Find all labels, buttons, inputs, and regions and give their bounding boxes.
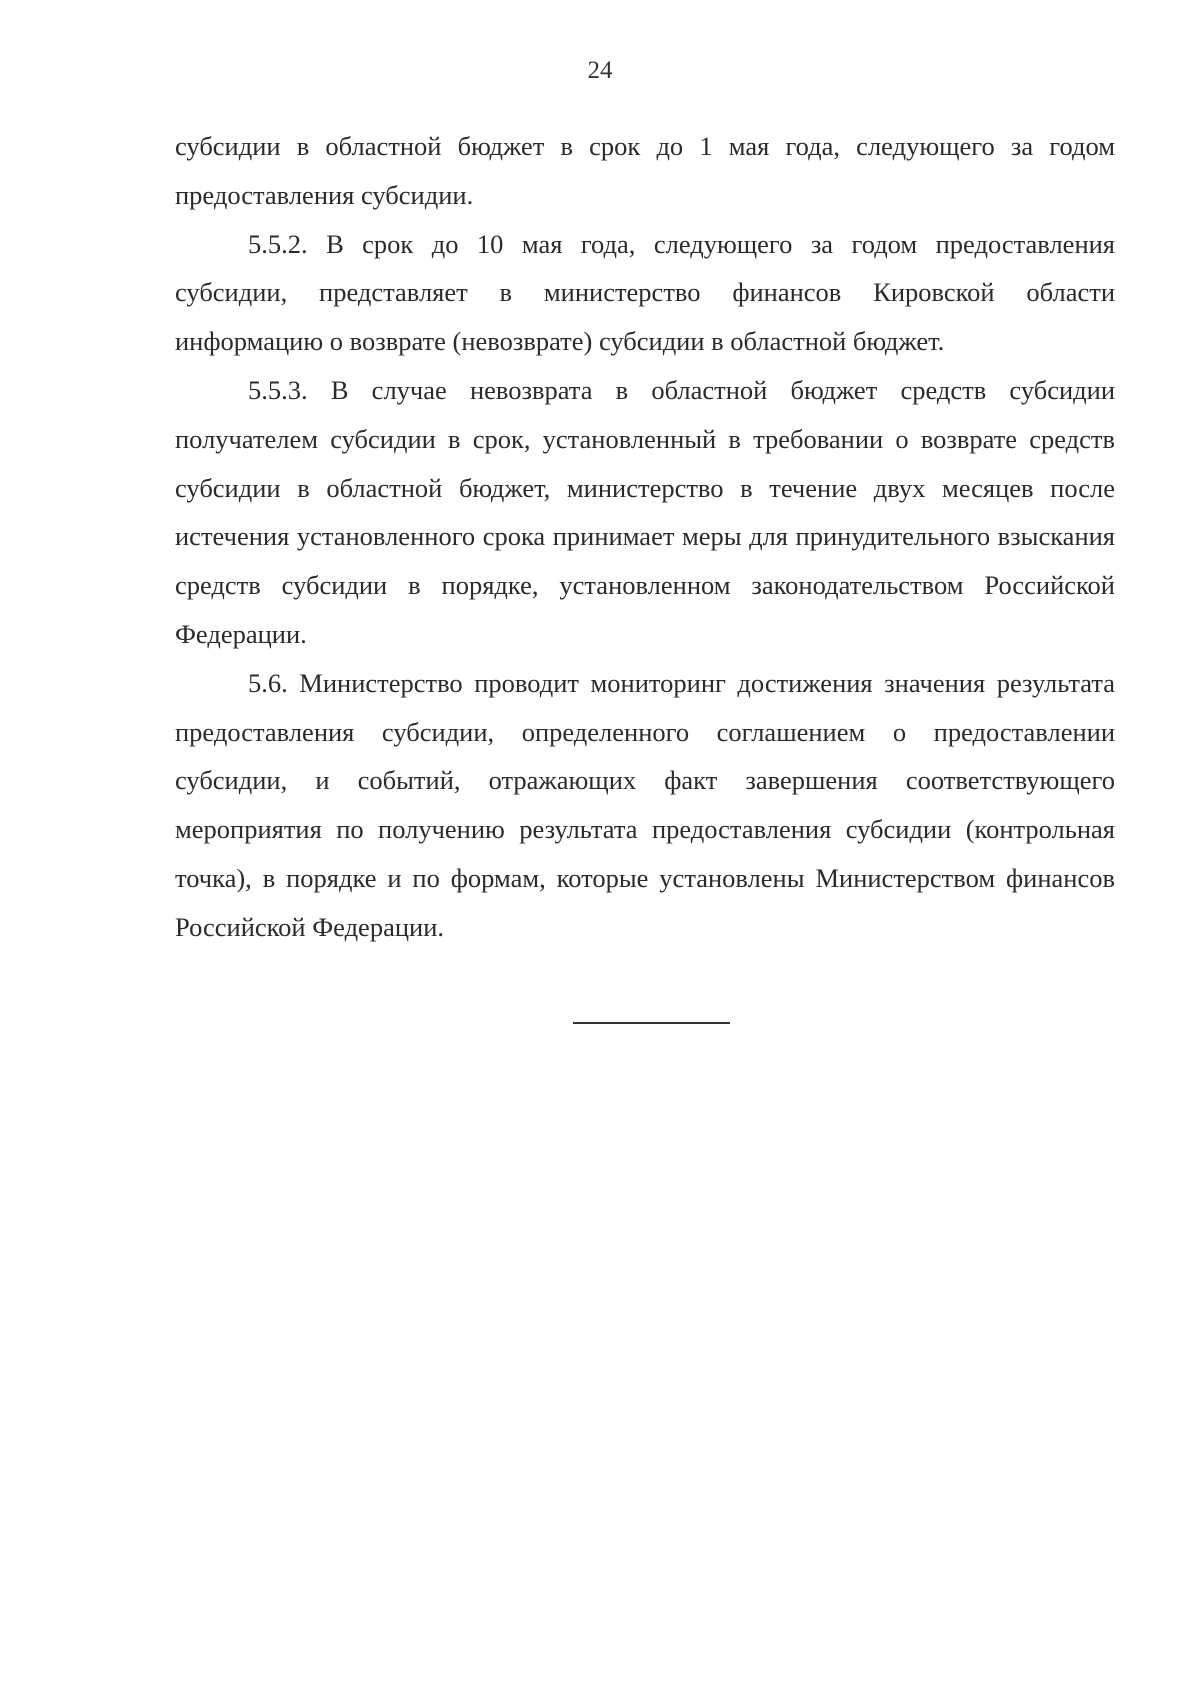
document-body [175, 122, 1115, 952]
paragraph-continuation: субсидии в областной бюджет в срок до 1 мая года, следующего за годом предоставления субсидии. [175, 131, 1115, 210]
paragraph-5-5-3: 5.5.3. В случае невозврата в областной бюджет средств субсидии получателем субсидии в срок, установленный в требовании о возврате средств субсидии в областной бюджет, министерство в течение двух месяцев после истечения установленного срока принимает меры для принудительного взыскания средств субсидии в порядке, установленном законодательством Российской Федерации. [175, 374, 1115, 649]
page-number: 24 [587, 57, 613, 84]
paragraph-5-5-2: 5.5.2. В срок до 10 мая года, следующего за годом предоставления субсидии, представляет в министерство финансов Кировской области информацию о возврате (невозврате) субсидии в областной бюджет. [175, 228, 1115, 357]
paragraph-5-6: 5.6. Министерство проводит мониторинг достижения значения результата предоставления субсидии, определенного соглашением о предоставлении субсидии, и событий, отражающих факт завершения соответствующего мероприятия по получению результата предоставления субсидии (контрольная точка), в порядке и по формам, которые установлены Министерством финансов Российской Федерации. [175, 667, 1115, 942]
end-of-document-rule [573, 1022, 730, 1024]
